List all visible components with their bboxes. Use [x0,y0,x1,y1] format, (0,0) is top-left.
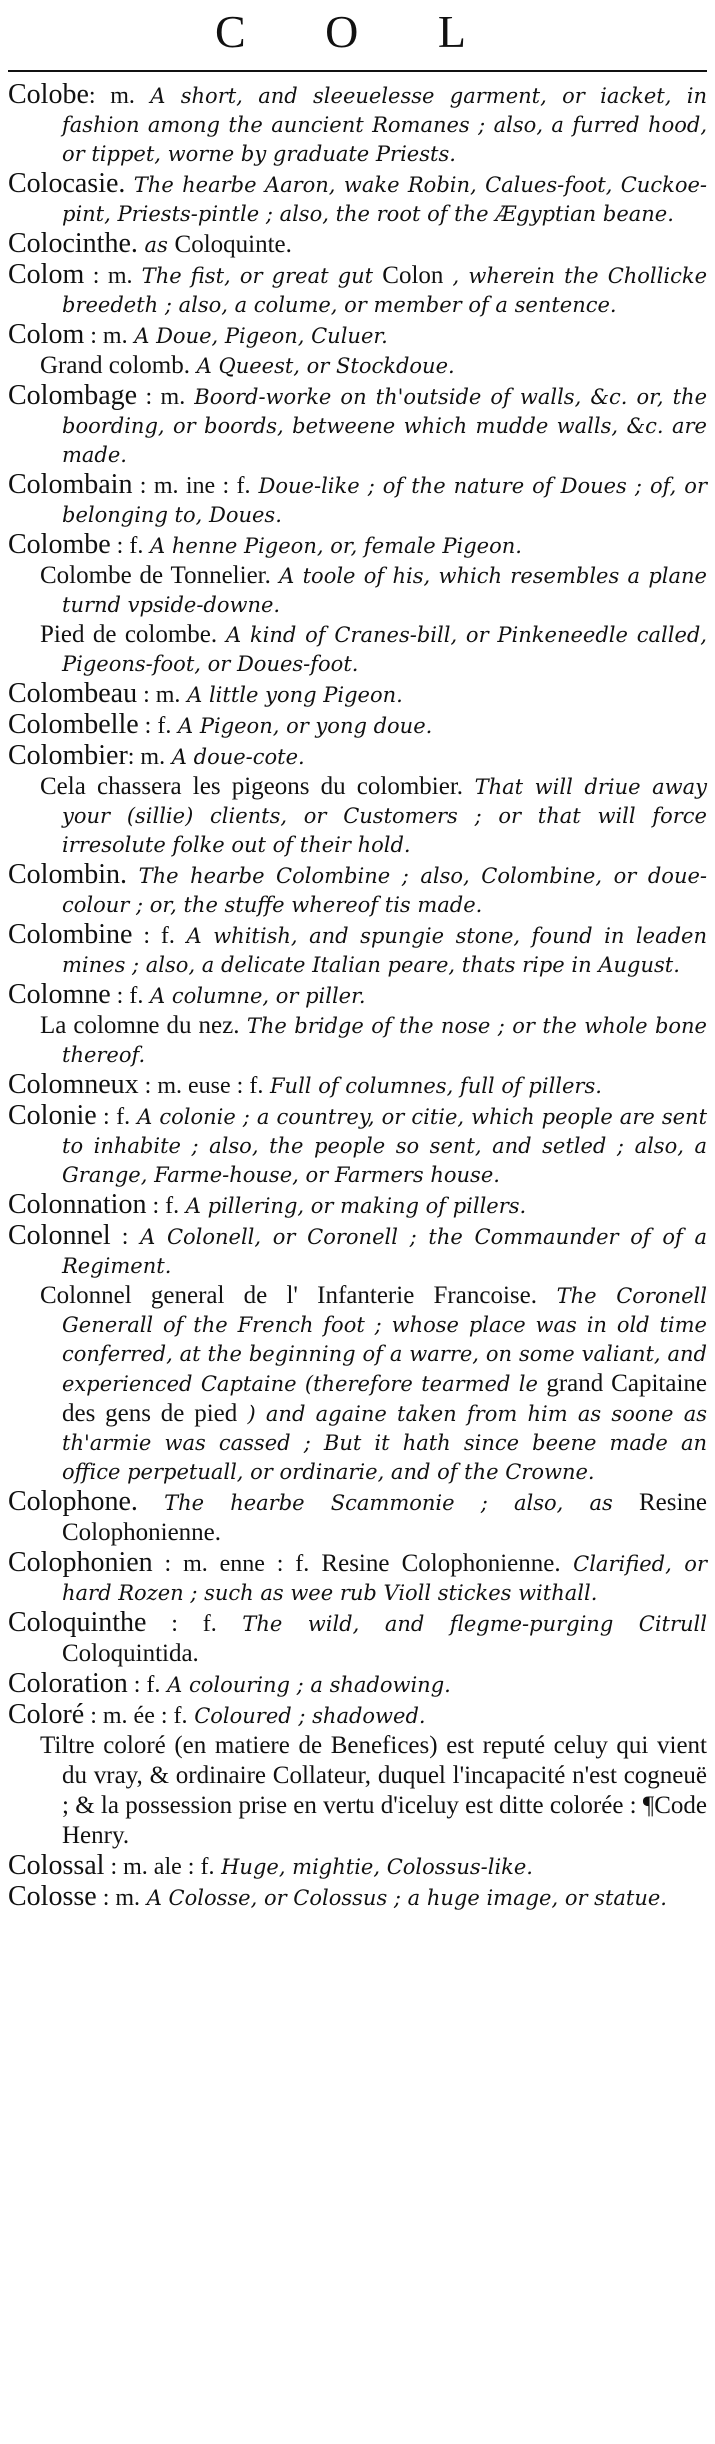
french-text: Grand colomb. [40,352,190,379]
grammar-note: : f. [110,533,144,559]
headword: Colombine [8,919,133,950]
headword: Coloquinthe [8,1607,147,1638]
dictionary-entry [8,1190,707,1221]
french-text: Colon [382,262,444,289]
dictionary-entry [8,1487,707,1548]
headword: Colombeau [8,678,138,709]
dictionary-entry [8,1608,707,1669]
french-text: Resine Colophonienne. [62,1489,707,1546]
headword: Colophonien [8,1547,153,1578]
grammar-note: : m. [137,682,181,708]
dictionary-subentry [8,1281,707,1487]
dictionary-entry [8,229,707,260]
headword: Colom [8,319,85,350]
gloss-text: A whitish, and spungie stone, found in leaden mines ; also, a delicate Italian peare, thats ripe in August. [62,924,707,977]
grammar-note: : m. [127,744,166,770]
gloss-text: A colonie ; a countrey, or citie, which people are sent to inhabite ; also, the people so sent, and setled ; also, a Grange, Farme-house, or Farmers house. [62,1105,708,1187]
gloss-text: Clarified, or hard Rozen ; such as wee rub Violl stickes withall. [62,1552,707,1605]
french-text: Cela chassera les pigeons du colombier. [40,773,464,800]
grammar-note: : m. [84,323,128,349]
gloss-text: A colouring ; a shadowing. [160,1673,451,1697]
gloss-text: Coloured ; shadowed. [187,1704,426,1728]
gloss-text: A kind of Cranes-bill, or Pinkeneedle called, Pigeons-foot, or Doues-foot. [62,623,707,676]
gloss-text: Boord-worke on th'outside of walls, &c. or, the boording, or boords, betweene which mudde walls, &c. are made. [62,385,708,467]
gloss-text: , wherein the Chollicke breedeth ; also, a colume, or member of a sentence. [62,264,707,317]
gloss-text: The hearbe Scammonie ; also, as [137,1491,639,1515]
headword: Colombage [8,380,138,411]
french-text: Pied de colombe. [40,621,218,648]
headword: Colobe [8,79,89,110]
french-text: Resine Colophonienne. [309,1550,561,1577]
grammar-note: : m. [137,384,186,410]
dictionary-subentry [8,620,707,679]
headword: Colosse [8,1881,97,1912]
dictionary-subentry [8,1011,707,1070]
grammar-note: : f. [110,983,144,1009]
grammar-note: : m. euse : f. [138,1073,264,1099]
dictionary-subentry [8,561,707,620]
dictionary-entry [8,1882,707,1913]
headword: Coloration [8,1668,128,1699]
french-text: Coloquinte. [174,231,292,258]
headword: Colonnation [8,1189,147,1220]
gloss-text: as [137,233,175,257]
dictionary-subentry [8,351,707,381]
gloss-text: The bridge of the nose ; or the whole bone thereof. [62,1014,707,1067]
gloss-text: A Doue, Pigeon, Culuer. [127,324,388,348]
headword: Colonie [8,1100,97,1131]
headword: Colomne [8,979,111,1010]
gloss-text: A Colonell, or Coronell ; the Commaunder of of a Regiment. [62,1225,708,1278]
grammar-note: : m. ée : f. [84,1703,188,1729]
french-text: Coloquintida. [62,1640,199,1667]
grammar-note: : m. enne : f. [152,1551,310,1577]
dictionary-entry [8,980,707,1011]
french-text: grand Capitaine des gens de pied [62,1370,707,1427]
dictionary-entry [8,1221,707,1281]
dictionary-entry [8,1851,707,1882]
headword: Colom [8,259,85,290]
gloss-text: The Coronell Generall of the French foot ; whose place was in old time conferred, at the beginning of a warre, on some valiant, and experienced Captaine (therefore tearmed le [62,1284,707,1396]
gloss-text: The hearbe Colombine ; also, Colombine, or doue-colour ; or, the stuffe whereof tis made. [62,864,707,917]
dictionary-entry [8,530,707,561]
dictionary-entry [8,920,707,980]
gloss-text: A toole of his, which resembles a plane turnd vpside-downe. [62,564,707,617]
dictionary-entry [8,1070,707,1101]
french-text: Tiltre coloré (en matiere de Benefices) est reputé celuy qui vient du vray, & ordinaire Collateur, duquel l'incapacité n'est cogneuë ; & la possession prise en vertu d'iceluy est ditte colorée : ¶Code Henry. [40,1732,707,1849]
dictionary-entry [8,260,707,320]
french-text: Colombe de Tonnelier. [40,562,271,589]
gloss-text: A little yong Pigeon. [180,683,403,707]
dictionary-entry [8,470,707,530]
french-text: Colonnel general de l' Infanterie Francoise. [40,1282,537,1309]
grammar-note: : m. ine : f. [132,473,251,499]
dictionary-entry [8,1101,707,1190]
dictionary-entry [8,1548,707,1608]
grammar-note: : m. ale : f. [104,1854,215,1880]
gloss-text: Doue-like ; of the nature of Doues ; of, or belonging to, Doues. [62,474,707,527]
headword: Colombelle [8,709,139,740]
grammar-note: : f. [146,1611,217,1637]
dictionary-entry [8,679,707,710]
headword: Colombin. [8,859,128,890]
gloss-text: A short, and sleeuelesse garment, or iacket, in fashion among the auncient Romanes ; also, a furred hood, or tippet, worne by graduate Priests. [62,84,708,166]
dictionary-entry [8,80,707,169]
grammar-note: : m. [96,1885,141,1911]
headword: Colombain [8,469,133,500]
headword: Coloré [8,1699,85,1730]
grammar-note: : m. [88,83,135,109]
header-rule [8,70,707,72]
gloss-text: A doue-cote. [165,745,305,769]
dictionary-subentry [8,772,707,860]
gloss-text: A Colosse, or Colossus ; a huge image, or statue. [140,1886,667,1910]
grammar-note: : m. [84,263,133,289]
gloss-text: Huge, mightie, Colossus-like. [214,1855,533,1879]
dictionary-entry [8,860,707,920]
dictionary-entry [8,169,707,229]
grammar-note: : f. [138,713,172,739]
headword: Colossal [8,1850,105,1881]
gloss-text: ) and againe taken from him as soone as th'armie was cassed ; But it hath since beene made an office perpetuall, or ordinarie, and of the Crowne. [62,1402,707,1484]
gloss-text: A pillering, or making of pillers. [179,1194,527,1218]
page-header: C O L [215,6,500,57]
headword: Colombier [8,740,128,771]
gloss-text: A Pigeon, or yong doue. [171,714,433,738]
gloss-text: A Queest, or Stockdoue. [189,354,455,378]
dictionary-entry [8,710,707,741]
french-text: La colomne du nez. [40,1012,240,1039]
entry-list [8,80,707,1913]
gloss-text: The wild, and flegme-purging Citrull [216,1612,707,1636]
gloss-text: The fist, or great gut [132,264,383,288]
headword: Colonnel [8,1220,111,1251]
grammar-note: : f. [146,1193,180,1219]
headword: Colombe [8,529,111,560]
dictionary-subentry [8,1731,707,1851]
dictionary-entry [8,741,707,772]
headword: Colomneux [8,1069,139,1100]
grammar-note: : f. [96,1104,131,1130]
gloss-text: That will driue away your (sillie) clients, or Customers ; or that will force irresolute folke out of their hold. [62,775,707,857]
headword: Colocinthe. [8,228,138,259]
dictionary-entry [8,1669,707,1700]
dictionary-entry [8,381,707,470]
dictionary-entry [8,320,707,351]
grammar-note: : f. [127,1672,161,1698]
headword: Colocasie. [8,168,126,199]
dictionary-entry [8,1700,707,1731]
grammar-note: : f. [132,923,175,949]
gloss-text: The hearbe Aaron, wake Robin, Calues-foot, Cuckoe-pint, Priests-pintle ; also, the root of the Ægyptian beane. [62,173,707,226]
headword: Colophone. [8,1486,138,1517]
gloss-text: Full of columnes, full of pillers. [263,1074,602,1098]
grammar-note: : [110,1224,129,1250]
gloss-text: A columne, or piller. [143,984,366,1008]
gloss-text: A henne Pigeon, or, female Pigeon. [143,534,522,558]
